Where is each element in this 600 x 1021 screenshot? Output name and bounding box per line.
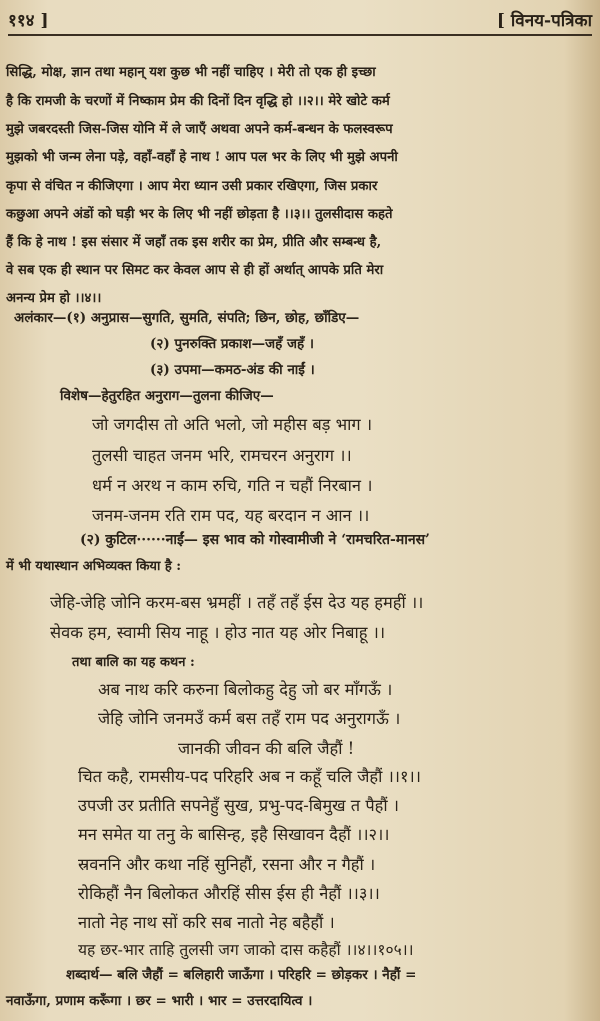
bali-line: अब नाथ करि करुना बिलोकहु देहु जो बर माँगऊँ ।: [98, 680, 393, 699]
page-number: ११४ ]: [8, 11, 49, 31]
footnote-line: नवाऊँगा, प्रणाम करूँगा । छर = भारी । भार = उत्तरदायित्व ।: [6, 993, 313, 1009]
couplet-line: जनम-जनम रति राम पद, यह बरदान न आन ।।: [92, 506, 370, 525]
pad-line: नातो नेह नाथ सों करि सब नातो नेह बहैहौं ।: [78, 913, 335, 932]
couplet-line: तुलसी चाहत जनम भरि, रामचरन अनुराग ।।: [92, 446, 352, 465]
pad-line: स्रवननि और कथा नहिं सुनिहौं, रसना और न गैहौं ।: [78, 855, 376, 874]
running-head: [ विनय-पत्रिका: [496, 11, 592, 31]
paragraph-line: कृपा से वंचित न कीजिएगा । आप मेरा ध्यान उसी प्रकार रखिएगा, जिस प्रकार: [6, 179, 378, 194]
paragraph-line: अनन्य प्रेम हो ।।४।।: [6, 291, 102, 306]
paragraph-line: सिद्धि, मोक्ष, ज्ञान तथा महान् यश कुछ भी नहीं चाहिए । मेरी तो एक ही इच्छा: [6, 65, 376, 80]
pad-title: जानकी जीवन की बलि जैहौं !: [178, 739, 355, 758]
page-header: [8, 4, 592, 36]
kutil-line: (२) कुटिल······नाईं— इस भाव को गोस्वामीजी ने ‘रामचरित-मानस’: [80, 532, 430, 548]
couplet-line: जो जगदीस तो अति भलो, जो महीस बड़ भाग ।: [92, 415, 373, 434]
vishesh-title: विशेष—हेतुरहित अनुराग—तुलना कीजिए—: [60, 388, 274, 404]
kutil-line-continued: में भी यथास्थान अभिव्यक्त किया है :: [6, 559, 182, 574]
paragraph-line: है कि रामजी के चरणों में निष्काम प्रेम की दिनों दिन वृद्धि हो ।।२।। मेरे खोटे कर्म: [6, 94, 390, 109]
alankar-line: (३) उपमा—कमठ-अंड की नाईं ।: [150, 362, 315, 378]
paragraph-line: मुझको भी जन्म लेना पड़े, वहाँ-वहाँ हे नाथ ! आप पल भर के लिए भी मुझे अपनी: [6, 150, 398, 165]
couplet-line: जेहि-जेहि जोनि करम-बस भ्रमहीं । तहँ तहँ ईस देउ यह हमहीं ।।: [50, 593, 424, 612]
pad-line: रोकिहौं नैन बिलोकत औरहिं सीस ईस ही नैहौं ।।३।।: [78, 884, 380, 903]
couplet-line: धर्म न अरथ न काम रुचि, गति न चहौं निरबान ।: [92, 476, 373, 495]
pad-line: चित कहै, रामसीय-पद परिहरि अब न कहूँ चलि जैहौं ।।१।।: [78, 767, 421, 786]
paragraph-line: वे सब एक ही स्थान पर सिमट कर केवल आप से ही हों अर्थात् आपके प्रति मेरा: [6, 263, 384, 278]
alankar-line: (२) पुनरुक्ति प्रकाश—जहँ जहँ ।: [150, 336, 314, 352]
bali-intro: तथा बालि का यह कथन :: [72, 655, 195, 670]
footnote-line: शब्दार्थ— बलि जैहौं = बलिहारी जाऊँगा । परिहरि = छोड़कर । नैहौं =: [66, 967, 417, 983]
bali-line: जेहि जोनि जनमउँ कर्म बस तहँ राम पद अनुरागऊँ ।: [98, 709, 401, 728]
pad-line: उपजी उर प्रतीति सपनेहुँ सुख, प्रभु-पद-बिमुख त पैहौं ।: [78, 796, 400, 815]
pad-line: यह छर-भार ताहि तुलसी जग जाको दास कहैहौं ।।४।।१०५।।: [78, 941, 414, 959]
paragraph-line: कछुआ अपने अंडों को घड़ी भर के लिए भी नहीं छोड़ता है ।।३।। तुलसीदास कहते: [6, 207, 393, 222]
couplet-line: सेवक हम, स्वामी सिय नाहू । होउ नात यह ओर निबाहू ।।: [50, 623, 386, 642]
paragraph-line: हैं कि हे नाथ ! इस संसार में जहाँ तक इस शरीर का प्रेम, प्रीति और सम्बन्ध है,: [6, 235, 382, 250]
pad-line: मन समेत या तनु के बासिन्ह, इहै सिखावन दैहौं ।।२।।: [78, 825, 390, 844]
paragraph-line: मुझे जबरदस्ती जिस-जिस योनि में ले जाएँ अथवा अपने कर्म-बन्धन के फलस्वरूप: [6, 122, 393, 137]
alankar-line: अलंकार—(१) अनुप्रास—सुगति, सुमति, संपति; छिन, छोह, छाँडिए—: [14, 310, 360, 326]
